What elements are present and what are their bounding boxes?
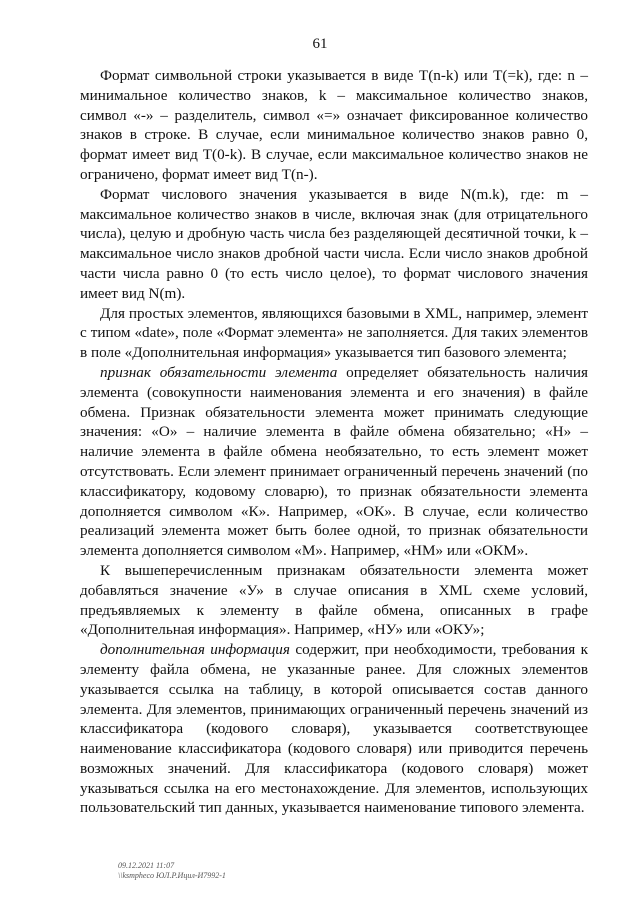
paragraph-number-format bbox=[80, 185, 588, 304]
paragraph-conditional-flag bbox=[80, 561, 588, 640]
paragraph-text: Формат числового значения указывается в виде N(m.k), где: m – максимальное количество знаков в числе, включая знак (для отрицательного числа), целую и дробную часть числа без разделяющей десятичной точки, k – максимальное число знаков дробной части числа. Если число знаков дробной части числа равно 0 (то есть число целое), то формат числового значения имеет вид N(m). bbox=[80, 185, 588, 302]
paragraph-simple-elements bbox=[80, 304, 588, 363]
paragraph-text: содержит, при необходимости, требования к элементу файла обмена, не указанные ранее. Для сложных элементов указывается ссылка на таблицу, в которой описывается состав данного элемента. Для элементов, принимающих ограниченный перечень значений из классификатора (кодового словаря), указывается соответствующее наименование классификатора (кодового словаря) или приводится перечень возможных значений. Для классификатора (кодового словаря) может указываться ссылка на его местонахождение. Для элементов, использующих пользовательский тип данных, указывается наименование типового элемента. bbox=[80, 641, 588, 817]
footer-stamp bbox=[118, 861, 226, 881]
paragraph-additional-info bbox=[80, 640, 588, 818]
paragraph-text: К вышеперечисленным признакам обязательности элемента может добавляться значение «У» в случае описания в XML схеме условий, предъявляемых к элементу в файле обмена, описанных в графе «Дополнительная информация». Например, «НУ» или «ОКУ»; bbox=[80, 561, 588, 639]
footer-date: 09.12.2021 11:07 bbox=[118, 861, 175, 870]
term-italic: признак обязательности элемента bbox=[100, 363, 338, 381]
paragraph-string-format bbox=[80, 66, 588, 185]
footer-path: \\ksmpheco ЮЛ.Р.Ицил-И7992-1 bbox=[118, 871, 226, 880]
document-body bbox=[80, 66, 588, 818]
paragraph-required-flag bbox=[80, 363, 588, 561]
term-italic: дополнительная информация bbox=[100, 641, 290, 659]
page-number: 61 bbox=[312, 36, 328, 52]
paragraph-text: Формат символьной строки указывается в виде T(n-k) или T(=k), где: n – минимальное количество знаков, k – максимальное количество знаков, символ «-» – разделитель, символ «=» означает фиксированное количество знаков в строке. В случае, если минимальное количество знаков равно 0, формат имеет вид T(0-k). В случае, если максимальное количество знаков не ограничено, формат имеет вид T(n-). bbox=[80, 67, 588, 183]
paragraph-text: Для простых элементов, являющихся базовыми в XML, например, элемент с типом «date», поле «Формат элемента» не заполняется. Для таких элементов в поле «Дополнительная информация» указывается тип базового элемента; bbox=[80, 304, 588, 362]
paragraph-text: определяет обязательность наличия элемента (совокупности наименования элемента и его значения) в файле обмена. Признак обязательности элемента может принимать следующие значения: «О» – наличие элемента в файле обмена обязательно; «Н» – наличие элемента в файле обмена необязательно, то есть элемент может отсутствовать. Если элемент принимает ограниченный перечень значений (по классификатору, кодовому словарю), то признак обязательности элемента дополняется символом «К». Например, «ОК». В случае, если количество реализаций элемента может быть более одной, то признак обязательности элемента дополняется символом «М». Например, «НМ» или «ОКМ». bbox=[80, 363, 588, 560]
